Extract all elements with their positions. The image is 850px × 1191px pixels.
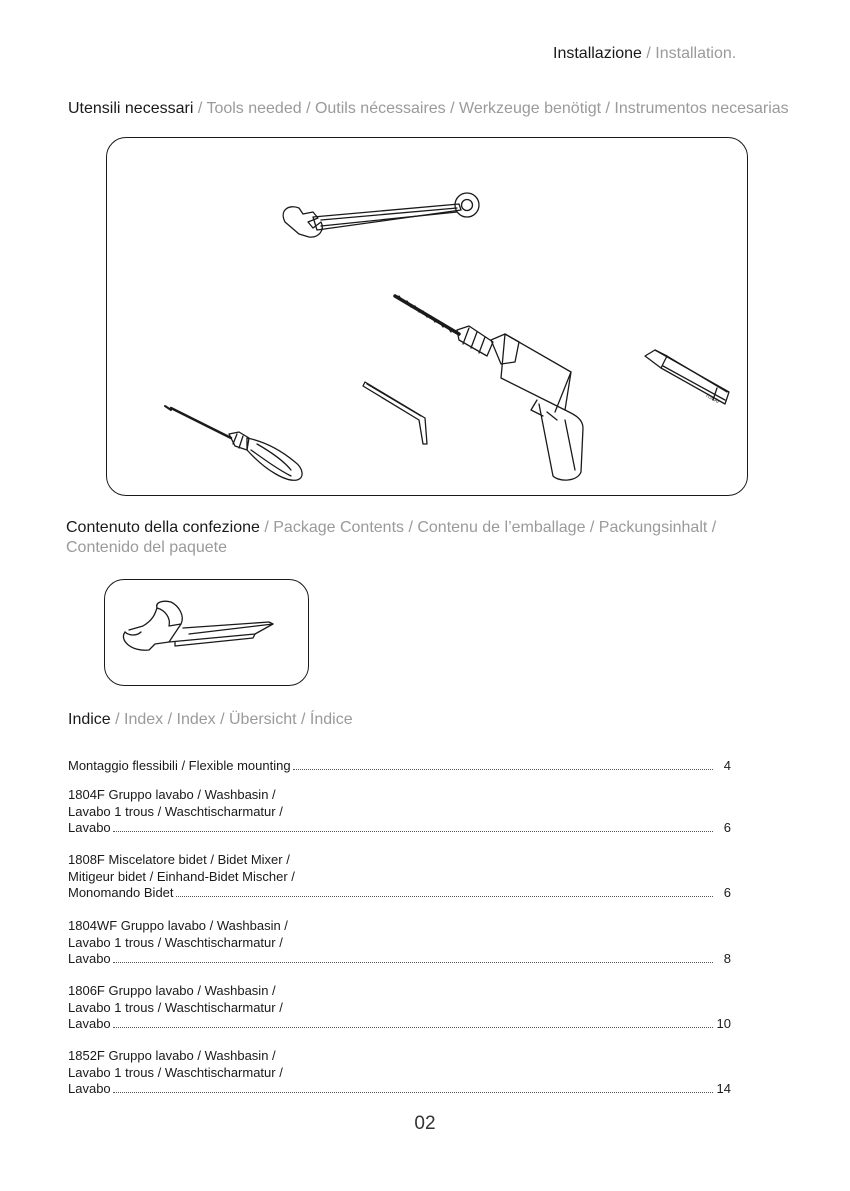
pencil-icon [645,350,729,405]
toc-leader-dots [113,951,713,963]
toc-entry-line3: Lavabo [68,951,111,966]
toc-entry-line1: / Washbasin / [193,787,276,802]
toc-entry-1804wf[interactable] [68,918,731,968]
toc-page-number: 4 [723,758,731,773]
page-number: 02 [414,1113,436,1134]
toc-leader-dots [113,1016,713,1028]
toc-leader-dots [113,1081,713,1093]
toc-page-number: 6 [723,820,731,835]
toc-entry-line1: / Washbasin / [206,918,288,933]
contents-title-main: Contenuto della confezione [66,519,260,536]
toc-entry-1808f[interactable] [68,852,731,902]
toc-page-number: 8 [723,951,731,966]
contents-title-rest2: Contenido del paquete [66,539,228,556]
toc-entry-line3: Lavabo [68,1081,111,1096]
wrench-icon [283,193,479,237]
page-header [553,45,736,63]
screwdriver-icon [165,406,302,480]
toc-entry-line3: Lavabo [68,1016,111,1031]
toc-entry-title: Montaggio flessibili [68,758,178,773]
index-title-rest: / Index / Index / Übersicht / Índice [110,711,353,728]
tools-title-rest: / Tools needed / Outils nécessaires / Werkzeuge benötigt / Instrumentos necesarias [193,100,789,117]
toc-entry-title: 1804F Gruppo lavabo [68,787,194,802]
toc-entry-line1: / Bidet Mixer / [206,852,290,867]
tools-title [68,99,789,119]
toc-entry-line2: Mitigeur bidet / Einhand-Bidet Mischer / [68,868,295,884]
toc-entry-1852f[interactable] [68,1048,731,1098]
flat-spanner-icon [123,601,273,650]
header-rest: / Installation. [641,45,737,62]
toc-entry-line2: Lavabo 1 trous / Waschtischarmatur / [68,1064,283,1080]
toc-entry-1806f[interactable] [68,983,731,1033]
allen-key-icon [363,382,427,444]
toc-leader-dots [113,820,713,832]
toc-entry-subtitle: / Flexible mounting [177,758,291,773]
contents-title-rest: / Package Contents / Contenu de l’emballage / Packungsinhalt / [259,519,717,536]
toc-page-number: 10 [716,1016,731,1031]
toc-entry-title: 1808F Miscelatore bidet [68,852,207,867]
toc-leader-dots [176,885,713,897]
toc-page-number: 14 [716,1081,731,1096]
toc-entry-line2: Lavabo 1 trous / Waschtischarmatur / [68,934,283,950]
toc-entry-1804f[interactable] [68,787,731,837]
toc-entry-line1: / Washbasin / [193,983,276,998]
index-title [68,710,353,730]
drill-icon [395,296,583,480]
toc-entry-line3: Lavabo [68,820,111,835]
header-main: Installazione [553,45,642,62]
pencil-label: TUCAI [704,392,721,406]
tools-title-main: Utensili necessari [68,100,194,117]
tools-illustration-box [106,137,748,496]
toc-entry-title: 1806F Gruppo lavabo [68,983,194,998]
toc-entry-title: 1852F Gruppo lavabo [68,1048,194,1063]
toc-entry-line3: Monomando Bidet [68,885,174,900]
toc-entry-line2: Lavabo 1 trous / Waschtischarmatur / [68,803,283,819]
index-title-main: Indice [68,711,111,728]
contents-title [66,518,766,558]
toc-entry-title: 1804WF Gruppo lavabo [68,918,207,933]
toc-entry-flexible-mounting[interactable] [68,758,731,775]
contents-illustration-box [104,579,309,686]
toc-page-number: 6 [723,885,731,900]
toc-entry-line2: Lavabo 1 trous / Waschtischarmatur / [68,999,283,1015]
toc-entry-line1: / Washbasin / [193,1048,276,1063]
toc-leader-dots [293,758,713,770]
